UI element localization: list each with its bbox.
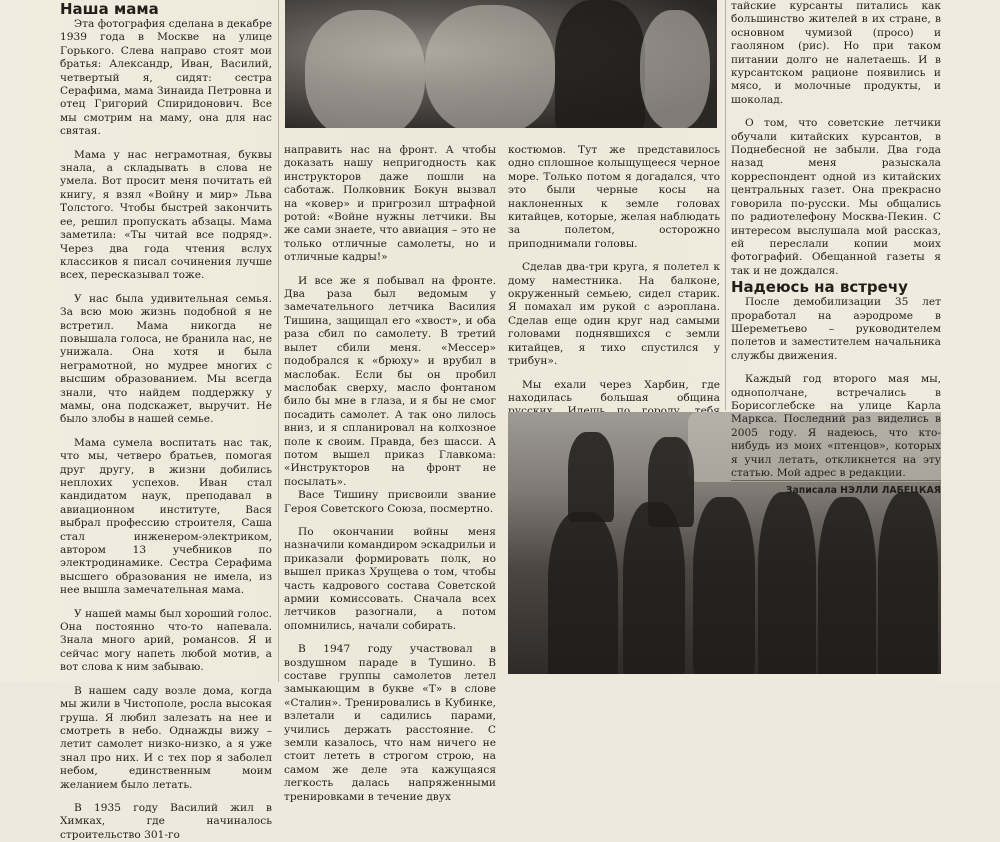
column-1 xyxy=(60,0,272,842)
paragraph: И все же я побывал на фронте. Два раза был ведомым у замечательного летчика Василия Тишина, защищал его «хвост», и оба раза сбил по самолету. В третий вылет сбили меня. «Мессер» подобрался к «брюху» и врубил в маслобак. Если бы он пробил маслобак сверху, масло фонтаном било бы мне в глаза, и я бы не смог посадить самолет. А так оно лилось вниз, и я спланировал на колхозное поле к своим. Правда, без шасси. А потом вышел приказ Главкома: «Инструкторов на фронт не посылать». xyxy=(284,274,496,488)
paragraph: По окончании войны меня назначили командиром эскадрильи и приказали формировать полк, но вышел приказ Хрущева о том, чтобы часть кадрового состава Советской армии комиссовать. Сначала всех летчиков разогнали, а потом опомнились, начали собирать. xyxy=(284,525,496,632)
paragraph: костюмов. Тут же представилось одно сплошное колыщущееся черное море. Только потом я догадался, что это были черные косы на наклоненных к земле головах китайцев, которые, желая наблюдать за полетом, осторожно приподнимали головы. xyxy=(508,144,720,250)
paragraph: О том, что советские летчики обучали китайских курсантов, в Поднебесной не забыли. Два года назад меня разыскала корреспондент одной из китайских центральных газет. Она прекрасно говорила по-русски. Мы общались по радиотелефону Москва-Пекин. С интересом выслушала мой рассказ, ей переслали копии моих фотографий. Обещанной газеты я так и не дождался. xyxy=(731,117,941,277)
paragraph: направить нас на фронт. А чтобы доказать нашу непригодность как инструкторов даже пошли на саботаж. Полковник Бокун вызвал на «ковер» и пригрозил штрафной ротой: «Войне нужны летчики. Вы же сами знаете, что авиация – это не только отличные самолеты, но и отличные кадры!» xyxy=(284,144,496,264)
column-2 xyxy=(284,144,496,804)
paragraph: Васе Тишину присвоили звание Героя Советского Союза, посмертно. xyxy=(284,489,496,515)
paragraph: Эта фотография сделана в декабре 1939 года в Москве на улице Горького. Слева направо стоят мои братья: Александр, Иван, Василий, четвертый я, сидят: сестра Серафима, мама Зинаида Петровна и отец Григорий Спиридонович. Все мы смотрим на маму, она для нас святая. xyxy=(60,18,272,138)
column-divider xyxy=(725,0,726,410)
column-4 xyxy=(731,0,941,498)
paragraph: В 1947 году участвовал в воздушном параде в Тушино. В составе группы самолетов летел замыкающим в букве «Т» в слове «Сталин». Тренировались в Кубинке, взлетали и садились парами, учились держать расстояние. С земли казалось, что нам ничего не стоит лететь в строгом строю, на самом же деле эта кажущаяся легкость далась напряженными тренировками в течение двух xyxy=(284,643,496,803)
paragraph: Каждый год второго мая мы, однополчане, встречались в Борисоглебске на улице Карла Маркса. Последний раз виделись в 2005 году. Я надеюсь, что кто-нибудь из моих «птенцов», которых я учил летать, откликнется на эту статью. Мой адрес в редакции. xyxy=(731,373,941,479)
column-divider xyxy=(278,0,279,682)
author-signature: Записала НЭЛЛИ ЛАБЕЦКАЯ xyxy=(731,480,941,497)
paragraph: После демобилизации 35 лет проработал на аэродроме в Шереметьево – руководителем полетов и заместителем начальника службы движения. xyxy=(731,296,941,362)
paragraph: В 1935 году Василий жил в Химках, где начиналось строительство 301-го xyxy=(60,801,272,841)
paragraph: У нас была удивительная семья. За всю мою жизнь подобной я не встретил. Мама никогда не повышала голоса, не бранила нас, не унижала. Она хотя и была неграмотной, но мудрее многих с высшим образованием. Мы всегда знали, что найдем поддержку у мамы, она подскажет, выручит. Не было злобы в нашей семье. xyxy=(60,292,272,426)
paragraph: тайские курсанты питались как большинство жителей в их стране, в основном чумизой (просо) и гаоляном (рис). Но при таком питании долго не налетаешь. И в курсантском рационе появились и мясо, и молочные продукты, и шоколад. xyxy=(731,0,941,106)
article-title-nasha-mama: Наша мама xyxy=(60,0,159,18)
paragraph: В нашем саду возле дома, когда мы жили в Чистополе, росла высокая груша. Я любил залезать на нее и смотреть в небо. Однажды вижу – летит самолет низко-низко, а я уже знал про них. И с тех пор я заболел небом, единственным моим желанием было летать. xyxy=(60,684,272,791)
family-photo-icon xyxy=(285,0,717,128)
paragraph: Мы ехали через Харбин, где находилась большая община xyxy=(508,378,720,404)
paragraph: У нашей мамы был хороший голос. Она постоянно что-то напевала. Знала много арий, романсов. Я и сейчас могу напеть любой мотив, а вот слова к ним забываю. xyxy=(60,607,272,674)
paragraph: Мама сумела воспитать нас так, что мы, четверо братьев, помогая друг другу, в жизни добились неплохих успехов. Иван стал кандидатом наук, преподавал в авиационном институте, Вася выбрал профессию строителя, Саша стал инженером-электриком, автором 13 учебников по электродинамике. Сестра Серафима высшего образования не имела, из нее вышла замечательная мама. xyxy=(60,436,272,597)
paragraph: Мама у нас неграмотная, буквы знала, а складывать в слова не умела. Вот просит меня почитать ей книгу, я взял «Войну и мир» Льва Толстого. Чтобы быстрей закончить ее, решил пропускать абзацы. Мама заметила: «Ты читай все подряд». Через два года чтения вслух классиков я писал сочинения лучше всех, пересказывал тоже. xyxy=(60,148,272,282)
article-title-nadeyus: Надеюсь на встречу xyxy=(731,278,908,297)
paragraph: Сделав два-три круга, я полетел к дому наместника. На балконе, окруженный семьею, сидел старик. Я помахал им рукой с аэроплана. Сделав еще один круг над самыми головами поднявшихся с земли китайцев, я тихо спустился у трибун». xyxy=(508,261,720,368)
